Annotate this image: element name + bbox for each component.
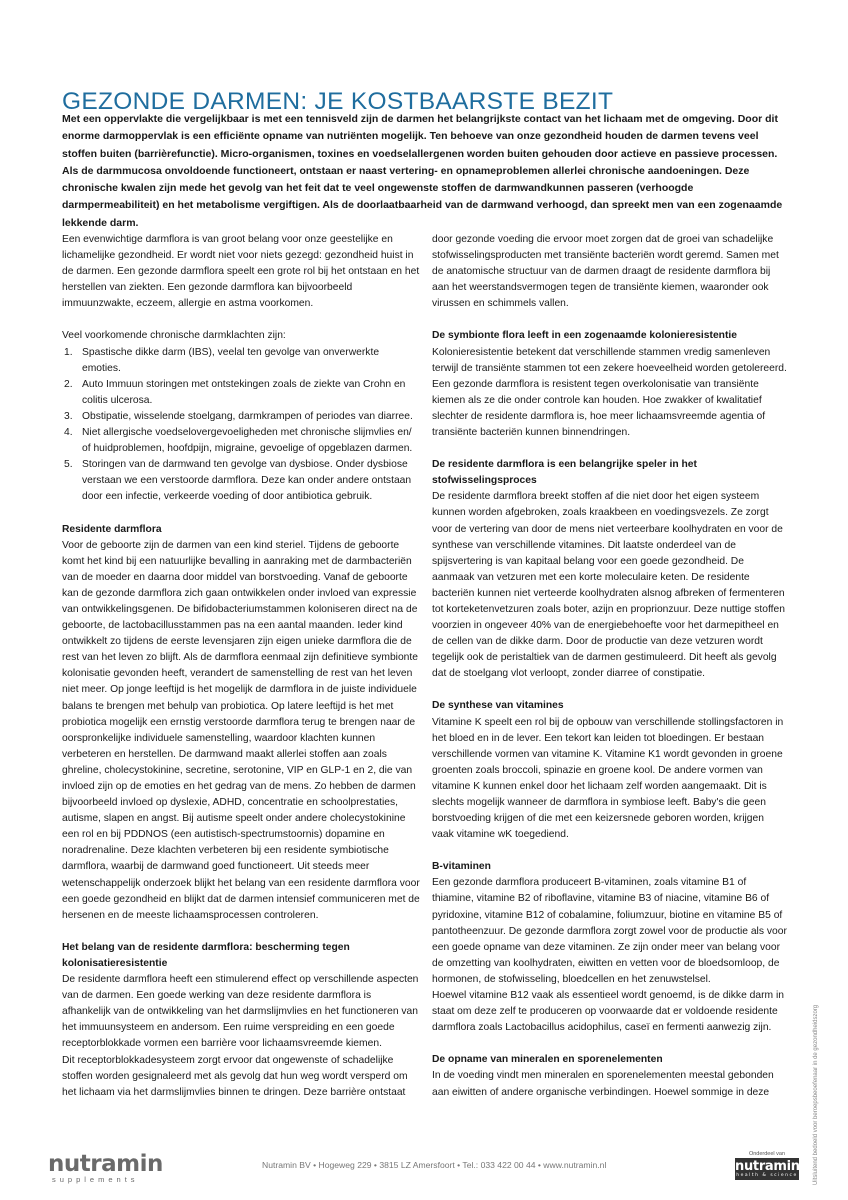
intro-paragraph: Met een oppervlakte die vergelijkbaar is met een tennisveld zijn de darmen het belangrijkste contact van het lichaam met de omgeving. Door dit enorme darmoppervlak is een efficiënte opname van nutriënten mogelijk. Ten behoeve van onze gezondheid houden de darmen tevens veel stoffen buiten (barrièrefunctie). Micro-organismen, toxines en voedselallergenen worden buiten gehouden door actieve en passieve processen. Als de darmmucosa onvoldoende functioneert, ontstaan er naast vertering- en opnameproblemen allerlei chronische aandoeningen. Deze chronische kwalen zijn mede het gevolg van het feit dat te veel ongewenste stoffen de darmwandkunnen passeren (verhoogde darmpermeabiliteit) en het metabolisme vergiftigen. Als de doorlaatbaarheid van de darmwand verhoogd, dan spreekt men van een zogenaamde lekkende darm. [62,113,783,229]
list-item: 3. Obstipatie, wisselende stoelgang, darmkrampen of periodes van diarree. [64,410,413,422]
list-item: 1. Spastische dikke darm (IBS), veelal ten gevolge van onverwerkte emoties. [64,346,380,374]
list-intro: Veel voorkomende chronische darmklachten zijn: [62,330,286,342]
section-heading: De symbionte flora leeft in een zogenaamde kolonieresistentie [432,330,737,342]
paragraph: De residente darmflora breekt stoffen af die niet door het eigen systeem kunnen worden afgebroken, zoals kraakbeen en voedingsvezels. Ze zorgt voor de vertering van door de mens niet verteerbare koolhydraten en voor de synthese van verschillende vitamines. Dit laatste onderdeel van de spijsvertering is van kapitaal belang voor een goede gezondheid. De aanmaak van vetzuren met een korte moleculaire keten. De residente bacteriën kunnen niet verteerde koolhydraten alsnog afbreken of fermenteren tot korteketenvetzuren zoals boter, azijn en proprionzuur. Deze nuttige stoffen voorzien in ongeveer 40% van de energiebehoefte voor het darmepitheel en de cellen van de dikke darm. Door de productie van deze vetzuren wordt tegelijk ook de peristaltiek van de darmen gestimuleerd. Dit heeft als gevolg dat de stoelgang vlot verloopt, zonder diarree of constipatie. [432,491,785,680]
paragraph: Voor de geboorte zijn de darmen van een kind steriel. Tijdens de geboorte komt het kind bij een natuurlijke bevalling in aanraking met de darmbacteriën van de moeder en daarna door middel van borstvoeding. Vanaf de geboorte kan de gezonde darmflora zich gaan ontwikkelen onder invloed van expressie van ontwikkelingsgenen. De bifidobacteriumstammen koloniseren direct na de geboorte, de lactobacillusstammen pas na een aantal maanden. Ieder kind ontwikkelt zo tijdens de eerste levensjaren zijn eigen unieke darmflora die de rest van het leven zo blijft. Als de darmflora eenmaal zijn definitieve symbionte kolonisatie gevonden heeft, verandert de samenstelling de rest van het leven niet meer. Op jonge leeftijd is het mogelijk de darmflora in de juiste individuele balans te brengen met behulp van probiotica. Op latere leeftijd is het met probiotica mogelijk een ernstig verstoorde darmflora terug te brengen naar de oorspronkelijke individuele samenstelling, waardoor klachten kunnen verbeteren en herstellen. De darmwand maakt allerlei stoffen aan zoals ghreline, cholecystokinine, secretine, serotonine, VIP en GLP-1 en 2, die van invloed zijn op de emoties en het gedrag van de mens. Zo hebben de darmen bijvoorbeeld invloed op dyslexie, ADHD, concentratie en schoolprestaties, autisme, slapen en angst. Bij autisme speelt onder andere cholecystokinine een rol en bij PDDNOS (een autistisch-spectrumstoornis) dopamine en noradrenaline. Deze klachten verbeteren bij een residente symbiotische darmflora, waarbij de darmwand goed functioneert. Uit steeds meer wetenschappelijk onderzoek blijkt het belang van een residente darmflora voor een goede gezondheid en blijkt dat de darmen intensief communiceren met de hersenen en de meeste lichaamsprocessen controleren. [62,539,420,921]
footer-address: Nutramin BV • Hogeweg 229 • 3815 LZ Amersfoort • Tel.: 033 422 00 44 • www.nutramin.nl [262,1160,607,1170]
nutramin-logo: nutramin supplements [48,1151,163,1184]
list-item: 2. Auto Immuun storingen met ontstekingen zoals de ziekte van Crohn en colitis ulcerosa. [64,378,406,406]
section-heading: Het belang van de residente darmflora: bescherming tegen kolonisatieresistentie [62,941,350,969]
section-heading: De residente darmflora is een belangrijke speler in het stofwisselingsproces [432,459,697,487]
list-item: 4. Niet allergische voedselovergevoeligheden met chronische slijmvlies en/ of huidproblemen, hoofdpijn, migraine, gevoelige of opgeblazen darmen. [64,427,413,455]
section-heading: De opname van mineralen en sporenelementen [432,1054,663,1066]
paragraph: Vitamine K speelt een rol bij de opbouw van verschillende stollingsfactoren in het bloed en in de lever. Een tekort kan leiden tot bloedingen. Er bestaan verschillende vormen van vitamine K. Vitamine K1 wordt gevonden in groene groenten zoals broccoli, spinazie en groene kool. De andere vormen van vitamine K kunnen enkel door het lichaam zelf worden aangemaakt. Dit is slechts mogelijk wanneer de darmflora in symbiose leeft. Baby's die geen borstvoeding krijgen of die met een keizersnede geboren worden, krijgen vaak vitamine wK toegediend. [432,716,784,841]
section-heading: B-vitaminen [432,861,491,873]
paragraph: Hoewel vitamine B12 vaak als essentieel wordt genoemd, is de dikke darm in staat om deze zelf te produceren op voorwaarde dat er voldoende residente darmflora zoals Lactobacillus acidophilus, caseï en fermenti aanwezig zijn. [432,990,784,1034]
side-disclaimer: Uitsluitend bedoeld voor beroepsbeoefenaar in de gezondheidszorg [813,1004,819,1185]
paragraph: Een gezonde darmflora produceert B-vitaminen, zoals vitamine B1 of thiamine, vitamine B2 of riboflavine, vitamine B3 of niacine, vitamine B6 of pyridoxine, vitamine B12 of cobalamine, foliumzuur, biotine en vitamine B5 of pantotheenzuur. De gezonde darmflora zorgt zowel voor de productie als voor een goede opname van deze vitaminen. Ze zijn onder meer van belang voor de omzetting van koolhydraten, eiwitten en vetten voor de bloedsomloop, de hormonen, de stofwisseling, bloedcellen en het zenuwstelsel. [432,877,787,985]
paragraph: Een evenwichtige darmflora is van groot belang voor onze geestelijke en lichamelijke gezondheid. Er wordt niet voor niets gezegd: gezondheid huist in de darmen. Een gezonde darmflora speelt een grote rol bij het ontstaan en het herstellen van ziekten. Een gezonde darmflora kan bijvoorbeeld immuunzwakte, eczeem, allergie en astma voorkomen. [62,234,420,310]
section-heading: De synthese van vitamines [432,700,564,712]
section-heading: Residente darmflora [62,523,162,535]
right-column [432,232,788,1101]
complaints-list [62,345,420,506]
paragraph: door gezonde voeding die ervoor moet zorgen dat de groei van schadelijke stofwisselingsproducten met transiënte bacteriën wordt geremd. Samen met de anatomische structuur van de darmen draagt de residente darmflora bij aan het weerstandsvermogen tegen de transiënte kiemen, waaronder ook virussen en schimmels vallen. [432,234,779,310]
paragraph: Dit receptorblokkadesysteem zorgt ervoor dat ongewenste of schadelijke stoffen worden gesignaleerd met als gevolg dat hun weg wordt versperd om het lichaam via het darmslijmvlies binnen te dringen. Deze barrière ontstaat [62,1054,408,1098]
paragraph: Kolonieresistentie betekent dat verschillende stammen vredig samenleven terwijl de transiënte stammen tot een zekere hoeveelheid worden getolereerd. Een gezonde darmflora is resistent tegen overkolonisatie van transiënte kiemen als ze die onder controle kan houden. Hoe zwakker of kwalitatief slechter de residente darmflora is, hoe meer lichaamsvreemde agentia of transiënte bacteriën kunnen binnendringen. [432,346,787,439]
paragraph: In de voeding vindt men mineralen en sporenelementen meestal gebonden aan eiwitten of andere organische verbindingen. Hoewel sommige in deze [432,1070,774,1098]
list-item: 5. Storingen van de darmwand ten gevolge van dysbiose. Onder dysbiose verstaan we een verstoorde darmflora. Deze kan onder andere ontstaan door een infectie, verkeerde voeding of door antibiotica gebruik. [64,459,412,503]
paragraph: De residente darmflora heeft een stimulerend effect op verschillende aspecten van de darmen. Een goede werking van deze residente darmflora is afhankelijk van de ontwikkeling van het darmslijmvlies en het functioneren van het immuunsysteem en andersom. Een ruime verspreiding en een goede receptorblokkade vormen een barrière voor lichaamsvreemde kiemen. [62,974,419,1050]
page-title: GEZONDE DARMEN: JE KOSTBAARSTE BEZIT [62,88,614,116]
parent-logo: Onderdeel van nutramin health & science [735,1151,800,1178]
left-column [62,232,420,1101]
